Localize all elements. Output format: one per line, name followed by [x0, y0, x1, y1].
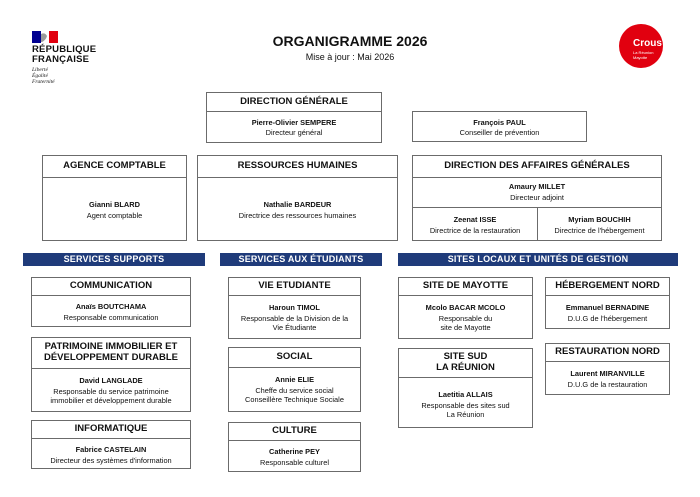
culture-role: Responsable culturel [259, 458, 330, 467]
mayotte-name: Mcolo BACAR MCOLO [425, 303, 506, 312]
logo-motto3: Fraternité [32, 79, 55, 85]
communication-title: COMMUNICATION [32, 278, 190, 296]
daf-title: DIRECTION DES AFFAIRES GÉNÉRALES [413, 156, 661, 178]
band-services-supports: SERVICES SUPPORTS [23, 253, 205, 266]
agence-comptable-title: AGENCE COMPTABLE [43, 156, 186, 178]
site-sud-title2: LA RÉUNION [436, 362, 495, 373]
site-sud-box [398, 348, 533, 428]
daf-role: Directeur adjoint [510, 193, 564, 202]
logo-motto2: Égalité [32, 73, 48, 79]
hebergement-nord-name: Emmanuel BERNADINE [565, 303, 650, 312]
page-title: ORGANIGRAMME 2026 [272, 33, 428, 49]
direction-generale-name: Pierre-Olivier SEMPERE [251, 118, 337, 127]
mayotte-role2: site de Mayotte [440, 323, 491, 332]
direction-generale-box [206, 92, 382, 143]
informatique-title: INFORMATIQUE [32, 421, 190, 439]
social-name: Annie ELIE [274, 375, 314, 384]
patrimoine-name: David LANGLADE [79, 376, 143, 385]
social-role1: Cheffe du service social [255, 386, 334, 395]
site-sud-role1: Responsable des sites sud [421, 401, 510, 410]
mayotte-title: SITE DE MAYOTTE [399, 278, 532, 296]
site-sud-role2: La Réunion [446, 410, 485, 419]
restauration-nord-role: D.U.G de la restauration [567, 380, 648, 389]
logo-line2: FRANÇAISE [32, 54, 90, 65]
informatique-name: Fabrice CASTELAIN [75, 445, 147, 454]
marianne-icon [32, 30, 58, 42]
daf-name: Amaury MILLET [508, 182, 566, 191]
daf-right-role: Directrice de l'hébergement [554, 226, 645, 235]
restauration-nord-box [545, 343, 670, 395]
culture-title: CULTURE [229, 423, 360, 441]
prevention-role: Conseiller de prévention [459, 128, 540, 137]
culture-name: Catherine PEY [269, 447, 320, 456]
daf-box [412, 155, 662, 241]
band-services-etudiants: SERVICES AUX ÉTUDIANTS [220, 253, 382, 266]
restauration-nord-title: RESTAURATION NORD [546, 344, 669, 362]
prevention-box [412, 111, 587, 142]
vie-etudiante-title: VIE ETUDIANTE [229, 278, 360, 296]
patrimoine-box [31, 337, 191, 412]
social-role2: Conseillère Technique Sociale [245, 395, 344, 404]
logo-motto1: Liberté [32, 67, 48, 73]
rh-title: RESSOURCES HUMAINES [198, 156, 397, 178]
vie-etudiante-box [228, 277, 361, 339]
crous-sub2: Mayotte [633, 55, 648, 60]
logo-line1: RÉPUBLIQUE [32, 44, 97, 55]
daf-left-name: Zeenat ISSE [453, 215, 497, 224]
daf-left-role: Directrice de la restauration [429, 226, 521, 235]
culture-box [228, 422, 361, 472]
vie-etudiante-role1: Responsable de la Division de la [240, 314, 349, 323]
restauration-nord-name: Laurent MIRANVILLE [570, 369, 645, 378]
direction-generale-role: Directeur général [265, 128, 323, 137]
patrimoine-role2: immobilier et développement durable [50, 396, 172, 405]
rh-box [197, 155, 398, 241]
site-sud-title1: SITE SUD [443, 351, 488, 363]
social-title: SOCIAL [229, 348, 360, 368]
informatique-box [31, 420, 191, 469]
vie-etudiante-role2: Vie Étudiante [272, 323, 317, 332]
band-sites-locaux: SITES LOCAUX ET UNITÉS DE GESTION [398, 253, 678, 266]
crous-logo [619, 24, 663, 68]
patrimoine-role1: Responsable du service patrimoine [53, 387, 169, 396]
patrimoine-title1: PATRIMOINE IMMOBILIER ET [44, 341, 178, 353]
crous-name: Crous [633, 38, 662, 49]
rh-name: Nathalie BARDEUR [263, 200, 332, 209]
communication-role: Responsable communication [63, 313, 159, 322]
page-subtitle: Mise à jour : Mai 2026 [305, 52, 395, 62]
site-sud-title [399, 349, 532, 378]
prevention-name: François PAUL [473, 118, 526, 127]
patrimoine-title2: DÉVELOPPEMENT DURABLE [43, 352, 179, 363]
hebergement-nord-title: HÉBERGEMENT NORD [546, 278, 669, 296]
crous-sub1: La Réunion [633, 50, 654, 55]
daf-right-cell [538, 208, 661, 240]
mayotte-role1: Responsable du [438, 314, 493, 323]
site-sud-name: Laetitia ALLAIS [438, 390, 493, 399]
daf-left-cell [413, 208, 537, 240]
vie-etudiante-name: Haroun TIMOL [269, 303, 320, 312]
agence-comptable-role: Agent comptable [86, 211, 143, 220]
hebergement-nord-box [545, 277, 670, 329]
communication-box [31, 277, 191, 327]
informatique-role: Directeur des systèmes d'information [50, 456, 172, 465]
daf-right-name: Myriam BOUCHIH [568, 215, 631, 224]
patrimoine-title [32, 338, 190, 369]
agence-comptable-box [42, 155, 187, 241]
communication-name: Anaïs BOUTCHAMA [75, 302, 147, 311]
rh-role: Directrice des ressources humaines [238, 211, 357, 220]
direction-generale-title: DIRECTION GÉNÉRALE [207, 93, 381, 112]
hebergement-nord-role: D.U.G de l'hébergement [567, 314, 648, 323]
social-box [228, 347, 361, 412]
mayotte-box [398, 277, 533, 339]
republique-francaise-logo [32, 30, 102, 92]
agence-comptable-name: Gianni BLARD [89, 200, 140, 209]
